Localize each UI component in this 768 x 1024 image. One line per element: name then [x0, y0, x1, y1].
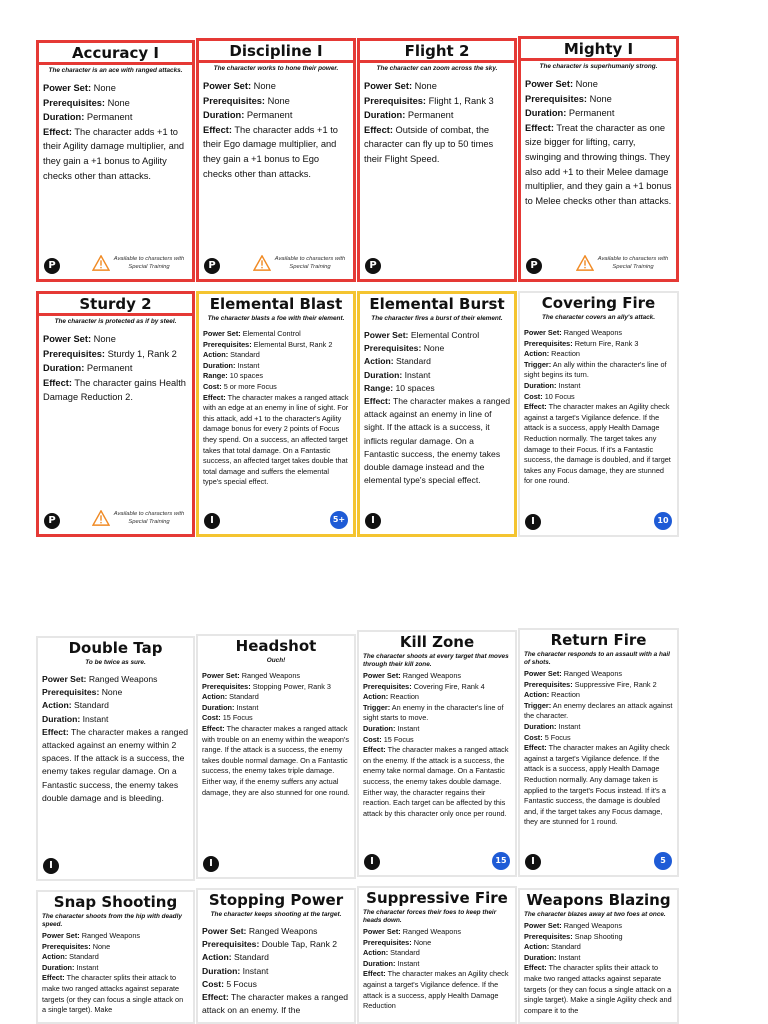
field-value: The character makes a ranged attack with an edge at an enemy in line of sight. For this attack, add +1 to the character's Agility damage bonus for every 2 points of Focus they spend. On a success, an affected target takes that total damage. On a Fantastic success, an affected target takes double that total damage and suffers the elemental type's special effect. — [203, 392, 349, 487]
card-flavor: The character blasts a foe with their element. — [207, 315, 345, 322]
field-value: Permanent — [86, 363, 133, 374]
field-label: Duration: — [202, 965, 241, 976]
field-label: Power Set: — [363, 671, 401, 680]
field-value: Permanent — [246, 110, 293, 121]
card-flavor: The character can zoom across the sky. — [376, 65, 498, 72]
field-label: Effect: — [524, 743, 547, 753]
field-label: Prerequisites: — [42, 687, 100, 698]
card-title: Headshot — [235, 637, 317, 655]
card-body — [520, 324, 677, 487]
field-value: 5 or more Focus — [223, 381, 277, 391]
field-label: Action: — [364, 356, 394, 367]
field-value: Instant — [558, 952, 581, 962]
permanent-badge-icon: P — [365, 258, 381, 274]
field-label: Effect: — [524, 402, 547, 412]
field-label: Trigger: — [524, 700, 552, 710]
field-value: Instant — [558, 721, 581, 731]
power-card — [357, 38, 517, 282]
field-label: Trigger: — [363, 702, 391, 712]
field-label: Power Set: — [525, 79, 574, 89]
card-flavor: The character shoots at every target that moves through their kill zone. — [363, 653, 509, 668]
power-card — [518, 888, 679, 1024]
card-flavor: The character responds to an assault with a hail of shots. — [524, 651, 670, 666]
field-value: 10 spaces — [395, 382, 435, 393]
power-card — [196, 634, 356, 879]
card-title: Flight 2 — [360, 41, 514, 63]
field-label: Prerequisites: — [42, 941, 91, 951]
special-training-text: Available to characters with Special Training — [113, 256, 185, 270]
warning-icon — [92, 255, 110, 271]
field-value: Standard — [551, 942, 581, 952]
field-value: Reaction — [551, 690, 580, 700]
field-label: Power Set: — [524, 328, 562, 337]
field-value: Ranged Weapons — [241, 671, 301, 680]
power-card — [357, 291, 517, 537]
field-value: Instant — [242, 965, 269, 976]
field-value: Instant — [236, 702, 259, 712]
field-value: Elemental Control — [410, 330, 480, 340]
field-value: 5 Focus — [544, 732, 571, 742]
card-flavor: The character keeps shooting at the target. — [210, 911, 342, 918]
field-value: Flight 1, Rank 3 — [428, 95, 494, 106]
card-body — [520, 669, 677, 828]
cost-badge: 10 — [654, 512, 672, 530]
field-label: Power Set: — [363, 927, 401, 936]
field-label: Effect: — [203, 392, 226, 402]
field-label: Power Set: — [42, 931, 80, 940]
field-label: Effect: — [202, 723, 225, 733]
cost-badge: 15 — [492, 852, 510, 870]
field-label: Action: — [203, 350, 229, 360]
field-label: Power Set: — [202, 671, 240, 680]
field-value: 15 Focus — [222, 713, 253, 723]
card-title: Accuracy I — [39, 43, 192, 65]
field-value: None — [92, 941, 111, 951]
field-label: Effect: — [364, 124, 393, 135]
field-label: Power Set: — [42, 674, 87, 684]
field-label: Duration: — [203, 360, 236, 370]
field-value: None — [575, 79, 598, 89]
field-value: The character makes an Agility check against a target's Vigilance defence. If the attack is a success, apply Health Damage Reduction normally. Any damage taken is applied to the target's Focus instead. If it's a Fantastic success, the damage is doubled and, if the target takes any Focus damage, they are stunned for 1 round. — [524, 743, 670, 827]
field-label: Effect: — [202, 992, 229, 1003]
power-card — [518, 291, 679, 537]
field-label: Prerequisites: — [364, 95, 427, 106]
field-value: None — [93, 83, 116, 93]
power-card — [36, 636, 195, 881]
field-value: Instant — [76, 962, 99, 972]
field-label: Duration: — [524, 380, 557, 390]
field-value: Permanent — [407, 110, 454, 121]
card-flavor: The character is an ace with ranged attacks. — [48, 67, 183, 74]
card-body — [359, 671, 515, 819]
card-title: Sturdy 2 — [39, 294, 192, 316]
cost-badge: 5+ — [330, 511, 348, 529]
field-label: Cost: — [363, 734, 382, 744]
field-label: Effect: — [203, 124, 232, 135]
field-label: Power Set: — [364, 330, 409, 340]
instant-badge-icon: I — [365, 513, 381, 529]
field-label: Prerequisites: — [524, 931, 573, 941]
field-label: Effect: — [43, 126, 72, 137]
field-label: Effect: — [524, 963, 547, 973]
special-training-note — [576, 254, 672, 274]
field-label: Duration: — [203, 110, 245, 121]
field-value: Treat the character as one size bigger for lifting, carry, swinging and throwing things. They also add +1 to their Melee damage multiplier, and they gain a +1 bonus to Melee checks other than attacks. — [525, 122, 672, 206]
field-value: None — [107, 97, 130, 108]
field-value: The character makes a ranged attack on the enemy. If the attack is a success, the enemy take normal damage. On a Fantastic success, the enemy takes double damage. Either way, the character regains their reaction. Each target can be affected by this attack by this character only once per round. — [363, 745, 509, 818]
field-value: Ranged Weapons — [88, 674, 158, 684]
field-value: Instant — [397, 723, 420, 733]
field-label: Cost: — [202, 978, 224, 989]
cost-badge: 5 — [654, 852, 672, 870]
special-training-text: Available to characters with Special Training — [113, 511, 185, 525]
field-value: Standard — [396, 356, 431, 367]
permanent-badge-icon: P — [526, 258, 542, 274]
field-value: Ranged Weapons — [402, 927, 462, 936]
field-value: The character makes a ranged attack with trouble on an enemy within the weapon's range. If the attack is a success, the enemy takes double normal damage. On a Fantastic success, the enemy takes triple damage. Either way, if the enemy suffers any actual damage, they are also stunned for one round. — [202, 723, 350, 797]
field-label: Effect: — [364, 396, 391, 407]
field-label: Effect: — [42, 973, 65, 983]
power-card — [196, 888, 356, 1024]
instant-badge-icon: I — [364, 854, 380, 870]
card-title: Stopping Power — [208, 891, 344, 909]
card-title: Discipline I — [199, 41, 353, 63]
field-value: Return Fire, Rank 3 — [574, 338, 639, 348]
card-title: Double Tap — [68, 639, 163, 657]
field-label: Effect: — [363, 969, 386, 979]
field-label: Duration: — [43, 112, 85, 123]
card-body — [360, 75, 514, 167]
permanent-badge-icon: P — [44, 513, 60, 529]
field-value: None — [413, 937, 432, 947]
card-title: Snap Shooting — [53, 893, 178, 911]
card-body — [520, 921, 677, 1016]
field-label: Duration: — [364, 110, 406, 121]
power-card — [518, 628, 679, 877]
field-value: None — [589, 93, 612, 104]
field-value: Instant — [237, 360, 260, 370]
card-body — [198, 921, 354, 1017]
field-label: Duration: — [42, 713, 81, 724]
card-body — [359, 927, 515, 1012]
field-label: Effect: — [525, 122, 554, 133]
field-label: Power Set: — [43, 83, 92, 93]
field-value: Ranged Weapons — [248, 926, 318, 936]
field-label: Action: — [524, 942, 550, 952]
card-body — [38, 669, 193, 805]
power-card — [357, 886, 517, 1024]
field-label: Duration: — [364, 369, 403, 380]
card-body — [360, 325, 514, 487]
field-label: Action: — [42, 700, 72, 711]
field-value: The character splits their attack to make two ranged attacks against separate targets (or they can focus a single attack on a single target). Make a single Agility check and compare it to the — [524, 963, 672, 1015]
card-title: Mighty I — [521, 39, 676, 61]
warning-icon — [576, 255, 594, 271]
field-value: The character makes a ranged attacked against an enemy within 2 spaces. If the attack is a success, the enemy takes regular damage. On a Fantastic success, the enemy takes double damage and is bleeding. — [42, 726, 189, 803]
field-value: Standard — [229, 692, 259, 702]
field-label: Range: — [203, 371, 228, 381]
field-label: Action: — [42, 952, 68, 962]
card-title: Kill Zone — [399, 633, 475, 651]
field-value: None — [93, 334, 116, 344]
field-value: Double Tap, Rank 2 — [261, 939, 338, 950]
field-value: Elemental Burst, Rank 2 — [253, 339, 333, 349]
field-value: Standard — [230, 350, 260, 360]
field-label: Duration: — [363, 723, 396, 733]
field-label: Prerequisites: — [202, 681, 251, 691]
field-label: Action: — [202, 692, 228, 702]
card-flavor: The character blazes away at two foes at once. — [524, 911, 666, 918]
card-title: Suppressive Fire — [366, 889, 508, 907]
field-value: 10 spaces — [229, 371, 264, 381]
field-value: 10 Focus — [544, 391, 575, 401]
field-label: Duration: — [202, 702, 235, 712]
field-label: Prerequisites: — [524, 338, 573, 348]
field-value: An enemy declares an attack against the character. — [524, 700, 673, 721]
field-label: Duration: — [363, 958, 396, 968]
card-body — [38, 931, 193, 1016]
special-training-text: Available to characters with Special Training — [274, 256, 346, 270]
field-label: Power Set: — [43, 334, 92, 344]
field-label: Prerequisites: — [203, 95, 266, 106]
field-label: Power Set: — [524, 669, 562, 678]
field-label: Effect: — [363, 745, 386, 755]
field-label: Prerequisites: — [43, 348, 106, 359]
field-label: Duration: — [524, 721, 557, 731]
field-label: Trigger: — [524, 359, 552, 369]
instant-badge-icon: I — [204, 513, 220, 529]
field-value: None — [253, 81, 276, 91]
field-value: Ranged Weapons — [402, 671, 462, 680]
field-value: The character adds +1 to their Agility damage multiplier, and they gain a +1 bonus to Agility checks other than attacks. — [43, 126, 185, 181]
field-value: Standard — [74, 700, 109, 711]
field-label: Duration: — [42, 962, 75, 972]
field-value: Ranged Weapons — [563, 921, 623, 930]
field-value: None — [414, 81, 437, 91]
field-label: Action: — [524, 349, 550, 359]
field-value: An enemy in the character's line of sight starts to move. — [363, 702, 504, 723]
field-label: Cost: — [524, 391, 543, 401]
field-label: Effect: — [42, 726, 69, 737]
field-label: Cost: — [524, 732, 543, 742]
field-value: Standard — [234, 952, 269, 963]
field-value: None — [267, 95, 290, 106]
card-title: Covering Fire — [541, 294, 656, 312]
field-label: Prerequisites: — [525, 93, 588, 104]
field-label: Prerequisites: — [363, 681, 412, 691]
field-label: Range: — [364, 382, 394, 393]
card-flavor: Ouch! — [266, 657, 286, 664]
field-value: Outside of combat, the character can fly up to 50 times their Flight Speed. — [364, 124, 494, 164]
field-value: The character makes a ranged attack on an enemy. If the — [202, 992, 349, 1016]
field-label: Prerequisites: — [43, 97, 106, 108]
permanent-badge-icon: P — [44, 258, 60, 274]
field-value: Permanent — [568, 108, 615, 119]
power-card — [36, 40, 195, 282]
field-value: Ranged Weapons — [81, 931, 141, 940]
field-label: Effect: — [43, 377, 72, 388]
card-body — [199, 325, 353, 488]
card-flavor: The character is protected as if by steel. — [54, 318, 177, 325]
field-value: Ranged Weapons — [563, 328, 623, 337]
field-value: Sturdy 1, Rank 2 — [107, 348, 177, 359]
card-body — [39, 77, 192, 183]
power-card — [357, 630, 517, 877]
card-body — [198, 667, 354, 798]
power-card — [196, 291, 356, 537]
warning-icon — [92, 510, 110, 526]
field-label: Action: — [363, 948, 389, 958]
field-value: Standard — [69, 952, 99, 962]
field-label: Cost: — [203, 381, 222, 391]
field-label: Power Set: — [203, 81, 252, 91]
power-card — [36, 291, 195, 537]
field-label: Action: — [202, 952, 232, 963]
field-value: The character adds +1 to their Ego damage multiplier, and they gain a +1 bonus to Ego checks other than attacks. — [203, 124, 338, 179]
field-value: Stopping Power, Rank 3 — [252, 681, 331, 691]
field-label: Power Set: — [203, 329, 241, 338]
card-body — [199, 75, 353, 181]
field-value: Instant — [82, 713, 109, 724]
special-training-note — [92, 254, 188, 274]
instant-badge-icon: I — [525, 854, 541, 870]
card-flavor: The character is superhumanly strong. — [539, 63, 658, 70]
card-title: Elemental Blast — [209, 295, 343, 313]
field-value: Instant — [397, 958, 420, 968]
card-flavor: The character works to hone their power. — [213, 65, 339, 72]
field-value: Reaction — [551, 349, 580, 359]
card-body — [521, 73, 676, 208]
special-training-note — [253, 254, 349, 274]
card-title: Elemental Burst — [369, 295, 505, 313]
field-label: Duration: — [525, 108, 567, 119]
card-flavor: The character fires a burst of their element. — [371, 315, 503, 322]
power-card — [518, 36, 679, 282]
field-value: The character splits their attack to make two ranged attacks against separate targets (or they can focus a single attack on a single target). Make — [42, 973, 184, 1015]
field-value: The character makes an Agility check against a target's Vigilance defence. If the attack is a success, apply Health Damage Reduction — [363, 969, 509, 1011]
field-value: 5 Focus — [226, 978, 257, 989]
card-flavor: The character covers an ally's attack. — [541, 314, 656, 321]
field-label: Power Set: — [202, 926, 247, 936]
special-training-text: Available to characters with Special Training — [597, 256, 669, 270]
field-value: None — [101, 687, 123, 698]
card-title: Return Fire — [550, 631, 647, 649]
field-label: Prerequisites: — [363, 937, 412, 947]
field-value: The character gains Health Damage Reduction 2. — [43, 377, 186, 403]
special-training-note — [92, 509, 188, 529]
field-label: Prerequisites: — [524, 679, 573, 689]
field-label: Power Set: — [524, 921, 562, 930]
field-value: The character makes an Agility check against a target's Vigilance defence. If the attack is a success, apply Health Damage Reduction normally. The target takes any damage to their Focus. If it's a Fantastic success, the damage is doubled, and if target takes any Focus damage, they are stunned for one round. — [524, 402, 671, 486]
field-value: None — [423, 343, 445, 354]
field-value: Instant — [558, 380, 581, 390]
card-body — [39, 328, 192, 405]
permanent-badge-icon: P — [204, 258, 220, 274]
field-value: Instant — [404, 369, 431, 380]
field-value: An ally within the character's line of sight begins its turn. — [524, 359, 667, 380]
field-label: Duration: — [43, 363, 85, 374]
field-label: Power Set: — [364, 81, 413, 91]
field-label: Prerequisites: — [202, 939, 260, 950]
power-card — [196, 38, 356, 282]
instant-badge-icon: I — [525, 514, 541, 530]
field-label: Action: — [524, 690, 550, 700]
card-flavor: To be twice as sure. — [85, 659, 146, 666]
field-label: Prerequisites: — [364, 343, 422, 354]
field-value: Ranged Weapons — [563, 669, 623, 678]
card-title: Weapons Blazing — [526, 891, 671, 909]
card-flavor: The character forces their foes to keep their heads down. — [363, 909, 497, 924]
field-value: Suppressive Fire, Rank 2 — [574, 679, 657, 689]
field-label: Cost: — [202, 713, 221, 723]
warning-icon — [253, 255, 271, 271]
field-value: Covering Fire, Rank 4 — [413, 681, 485, 691]
field-value: 15 Focus — [383, 734, 414, 744]
power-card — [36, 890, 195, 1024]
field-value: The character makes a ranged attack against an enemy in line of sight. If the attack is a success, it inflicts regular damage. On a Fantastic success, the enemy takes double damage instead and the elemental type's special effect. — [364, 396, 511, 486]
field-value: Standard — [390, 948, 420, 958]
card-flavor: The character shoots from the hip with deadly speed. — [42, 913, 182, 928]
instant-badge-icon: I — [43, 858, 59, 874]
field-label: Prerequisites: — [203, 339, 252, 349]
field-label: Duration: — [524, 952, 557, 962]
field-value: Elemental Control — [242, 329, 301, 338]
field-label: Action: — [363, 692, 389, 702]
field-value: Snap Shooting — [574, 931, 623, 941]
instant-badge-icon: I — [203, 856, 219, 872]
field-value: Permanent — [86, 112, 133, 123]
field-value: Reaction — [390, 692, 419, 702]
